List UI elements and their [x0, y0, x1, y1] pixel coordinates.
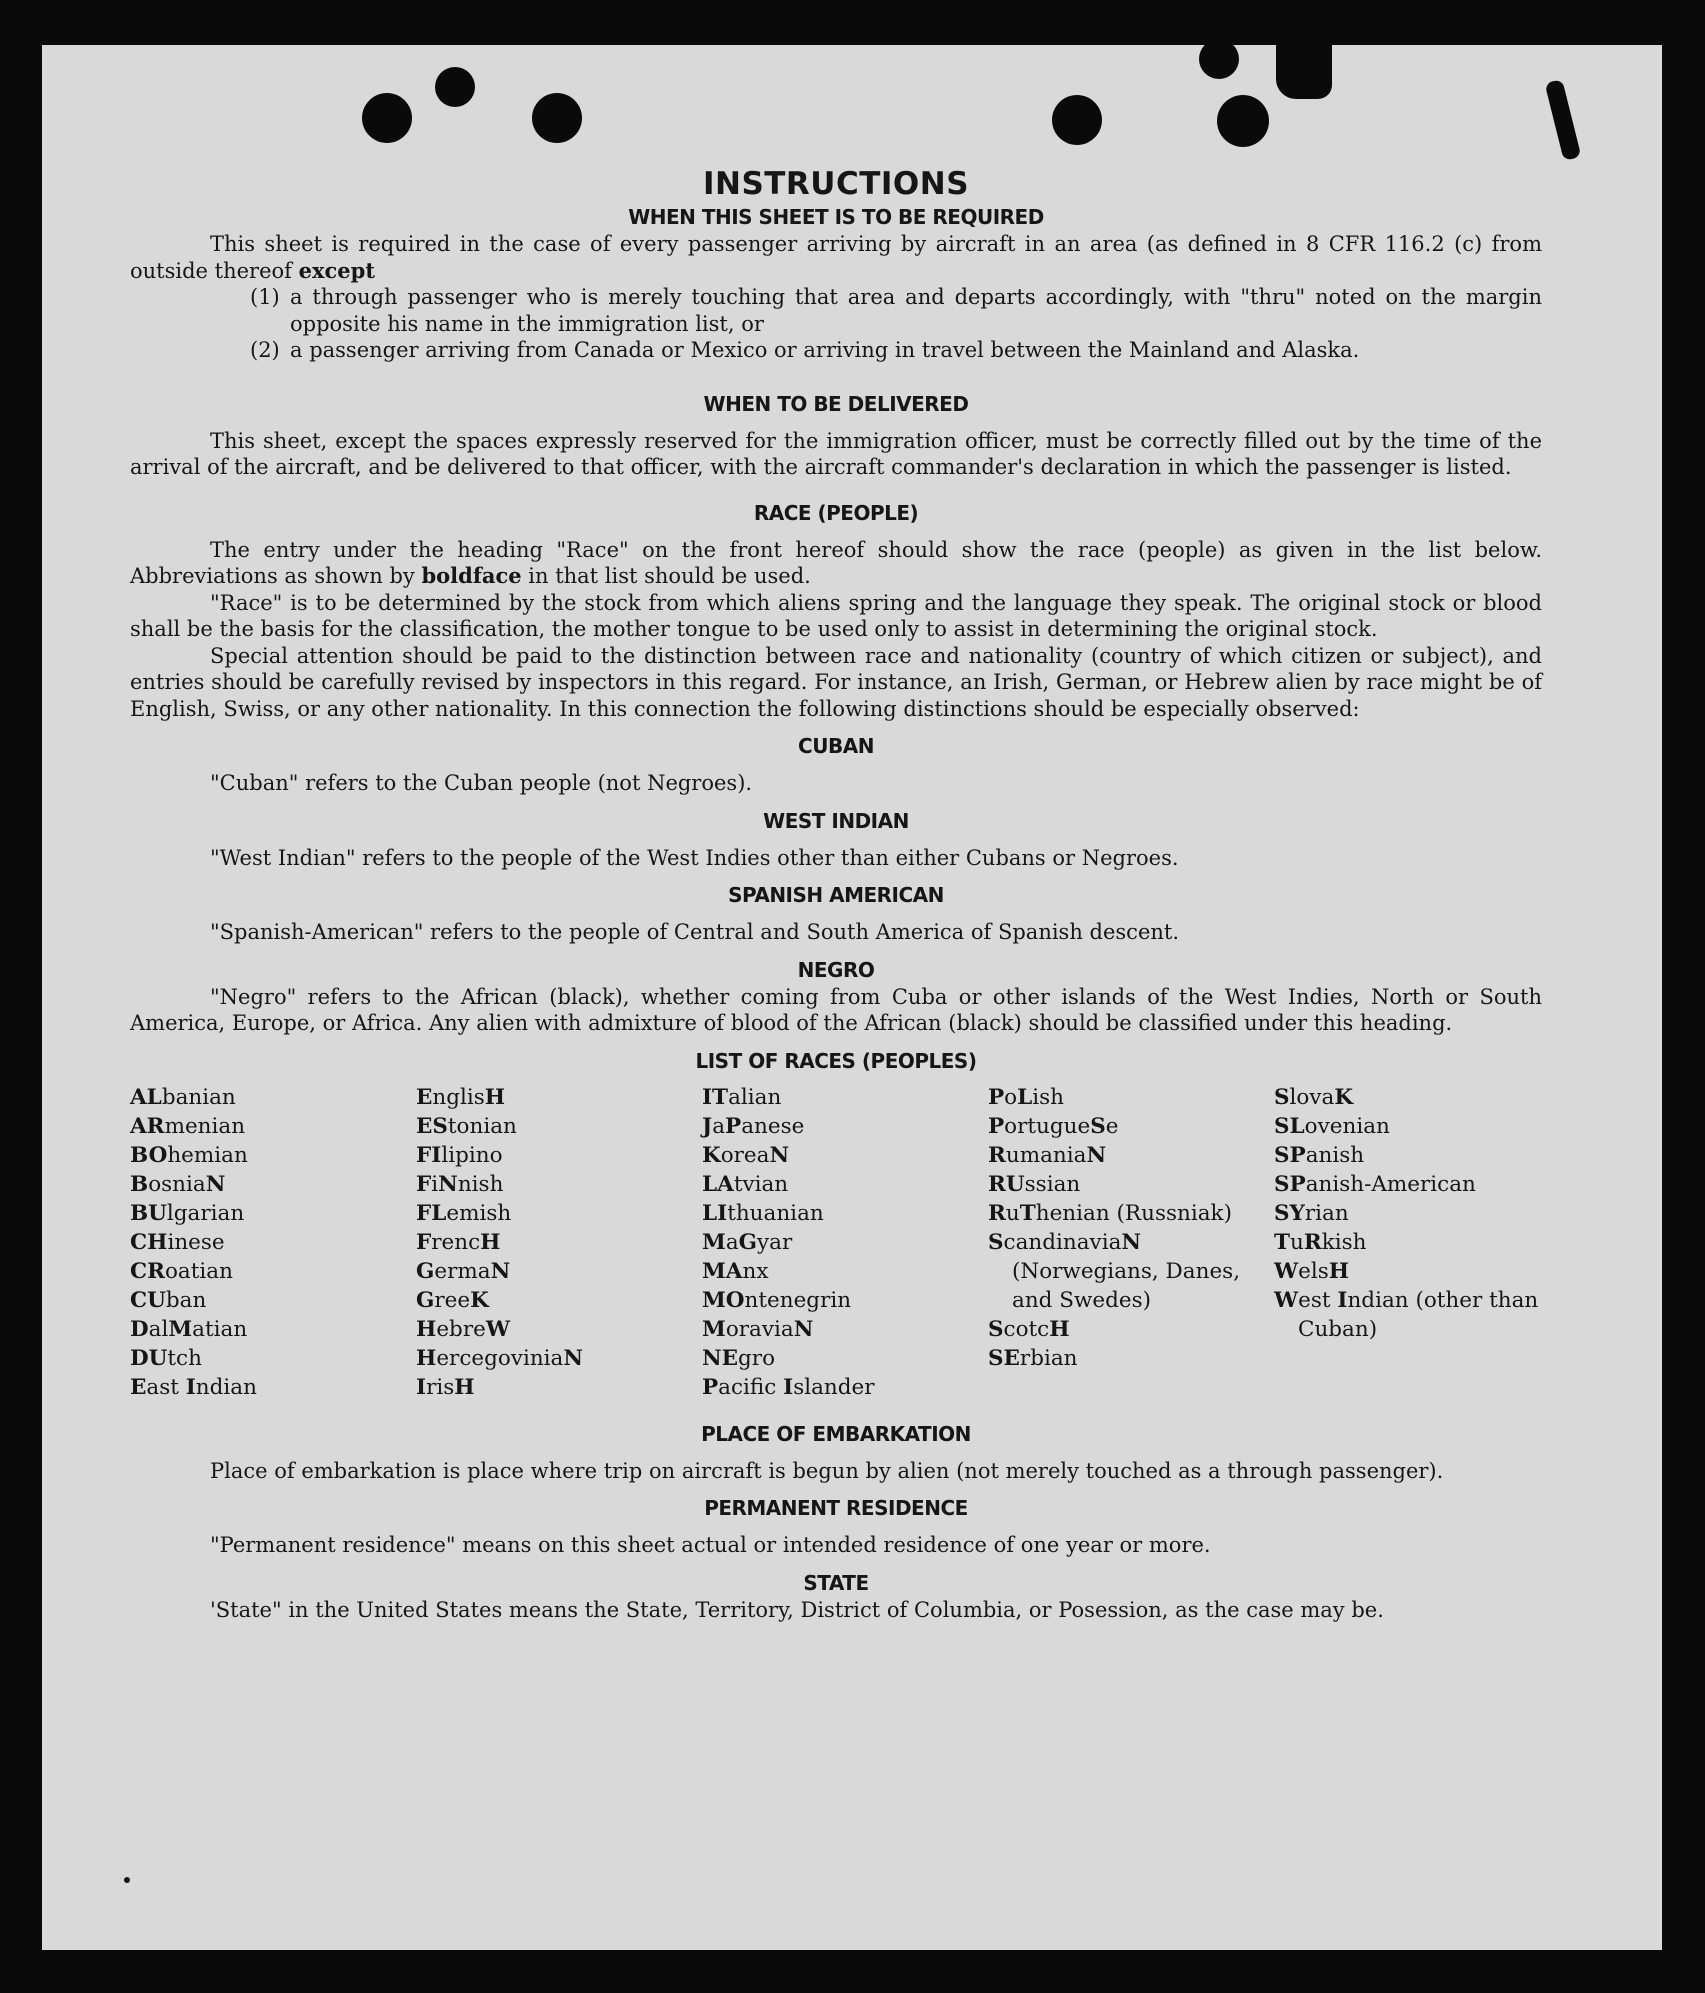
ink-mark — [1545, 79, 1582, 161]
heading-state: STATE — [803, 1570, 869, 1595]
races-column — [130, 1083, 416, 1402]
race-abbrev-letters: G — [416, 1258, 435, 1284]
race-text: ortugue — [1004, 1113, 1091, 1139]
race-text: est — [1298, 1287, 1338, 1313]
boldface-keyword: boldface — [421, 563, 522, 588]
race-abbrev-letters: M — [702, 1229, 726, 1255]
races-column — [702, 1083, 988, 1402]
race-abbrev-letters: F — [416, 1171, 432, 1197]
race-abbrev-letters: SL — [1274, 1113, 1305, 1139]
item-text: a through passenger who is merely touching that area and departs accordingly, with "thru" noted on the margin opposite his name in the immigration list, or — [290, 285, 1542, 336]
races-column — [1274, 1083, 1542, 1402]
race-text: inese — [167, 1229, 225, 1255]
race-entry — [130, 1373, 416, 1402]
race-abbrev-letters: S — [988, 1316, 1004, 1342]
race-abbrev-letters: H — [1049, 1316, 1070, 1342]
race-entry — [416, 1373, 702, 1402]
race-abbrev-letters: SP — [1274, 1142, 1306, 1168]
permanent-residence-text: "Permanent residence" means on this sheet actual or intended residence of one year or more. — [210, 1533, 1211, 1557]
race-text: tonian — [447, 1113, 517, 1139]
race-abbrev-letters: E — [416, 1084, 433, 1110]
race-entry — [702, 1373, 988, 1402]
race-entry — [702, 1141, 988, 1170]
embarkation-text: Place of embarkation is place where trip on aircraft is begun by alien (not merely touched as a through passenger). — [210, 1458, 1444, 1483]
race-text: slander — [793, 1374, 875, 1400]
race-text: els — [1298, 1258, 1329, 1284]
race-entry — [988, 1315, 1274, 1344]
race-entry — [416, 1199, 702, 1228]
race-abbrev-letters: N — [793, 1316, 814, 1342]
heading-when-delivered: WHEN TO BE DELIVERED — [703, 391, 969, 416]
state-text: 'State" in the United States means the State, Territory, District of Columbia, or Posession, as the case may be. — [210, 1597, 1384, 1622]
race-entry — [702, 1228, 988, 1257]
race-entry — [416, 1141, 702, 1170]
race-abbrev-letters: G — [416, 1287, 435, 1313]
race-text: cotc — [1003, 1316, 1050, 1342]
race-entry — [416, 1228, 702, 1257]
heading-races-list: LIST OF RACES (PEOPLES) — [695, 1048, 977, 1073]
race-abbrev-letters: F — [416, 1229, 432, 1255]
race-entry — [130, 1083, 416, 1112]
heading-permanent-residence: PERMANENT RESIDENCE — [704, 1496, 968, 1520]
punch-hole — [435, 67, 475, 107]
race-abbrev-letters: W — [1274, 1258, 1299, 1284]
race-text: tvian — [733, 1171, 789, 1197]
item-number: (2) — [250, 338, 280, 362]
race-abbrev-letters: LI — [702, 1200, 728, 1226]
race-entry — [702, 1315, 988, 1344]
race-text: i — [431, 1171, 439, 1197]
race-abbrev-letters: M — [702, 1316, 726, 1342]
race-text: lova — [1289, 1084, 1335, 1110]
race-abbrev-letters: SP — [1274, 1171, 1306, 1197]
race-text: ovenian — [1304, 1113, 1390, 1139]
race-entry — [416, 1083, 702, 1112]
race-paragraph-1 — [130, 537, 1542, 590]
race-abbrev-letters: S — [1274, 1084, 1290, 1110]
race-entry — [1274, 1286, 1542, 1344]
torn-corner — [1276, 45, 1332, 99]
heading-negro: NEGRO — [797, 957, 875, 982]
race-abbrev-letters: R — [988, 1142, 1006, 1168]
race-abbrev-letters: N — [769, 1142, 790, 1168]
race-text: lipino — [441, 1142, 503, 1168]
races-column — [988, 1083, 1274, 1402]
race-paragraph-3: Special attention should be paid to the distinction between race and nationality (country of which citizen or subject), and entries should be carefully revised by inspectors in this regard. For instance, an Irish, German, or Hebrew alien by race might be of English, Swiss, or any other nationality. In this connection the following distinctions should be especially observed: — [130, 643, 1542, 721]
race-abbrev-letters: P — [725, 1113, 742, 1139]
race-entry — [988, 1199, 1274, 1228]
race-text: emish — [446, 1200, 512, 1226]
race-abbrev-letters: AL — [130, 1084, 162, 1110]
race-abbrev-letters: I — [1337, 1287, 1348, 1313]
punch-hole — [1052, 95, 1102, 145]
race-entry — [130, 1112, 416, 1141]
race-p1-start: The entry under the heading "Race" on the front hereof should show the race (people) as given in the list below. Abbreviations as shown by — [130, 537, 1542, 588]
race-text: hemian — [167, 1142, 248, 1168]
race-text: gro — [738, 1345, 776, 1371]
west-indian-text: "West Indian" refers to the people of the West Indies other than either Cubans or Negroes. — [210, 845, 1179, 870]
race-abbrev-letters: SY — [1274, 1200, 1305, 1226]
race-entry — [988, 1141, 1274, 1170]
race-abbrev-letters: DU — [130, 1345, 168, 1371]
race-abbrev-letters: T — [1019, 1200, 1036, 1226]
race-text: ndian — [195, 1374, 257, 1400]
race-abbrev-letters: FI — [416, 1142, 442, 1168]
race-abbrev-letters: K — [702, 1142, 721, 1168]
race-entry — [130, 1199, 416, 1228]
race-abbrev-letters: H — [480, 1229, 501, 1255]
race-abbrev-letters: CH — [130, 1229, 168, 1255]
race-text: kish — [1321, 1229, 1367, 1255]
race-text: banian — [161, 1084, 236, 1110]
race-entry — [130, 1141, 416, 1170]
race-text: thuanian — [727, 1200, 824, 1226]
race-abbrev-letters: N — [1121, 1229, 1142, 1255]
race-abbrev-letters: D — [130, 1316, 149, 1342]
heading-embarkation: PLACE OF EMBARKATION — [701, 1421, 971, 1446]
race-abbrev-letters: AR — [130, 1113, 165, 1139]
race-entry — [988, 1228, 1274, 1315]
punch-hole — [1199, 45, 1239, 79]
race-entry — [1274, 1083, 1542, 1112]
race-abbrev-letters: I — [416, 1374, 427, 1400]
race-text: ebre — [436, 1316, 486, 1342]
race-abbrev-letters: I — [185, 1374, 196, 1400]
race-abbrev-letters: J — [702, 1113, 713, 1139]
race-entry — [702, 1344, 988, 1373]
spanish-american-text: "Spanish-American" refers to the people of Central and South America of Spanish descent. — [210, 920, 1180, 944]
when-required-text — [130, 231, 1542, 284]
instructions-body — [130, 165, 1542, 1623]
race-entry — [702, 1199, 988, 1228]
race-abbrev-letters: N — [563, 1345, 584, 1371]
race-entry — [130, 1315, 416, 1344]
race-abbrev-letters: P — [702, 1374, 719, 1400]
race-text: a — [725, 1229, 739, 1255]
race-text: orea — [720, 1142, 770, 1168]
race-p1-end: in that list should be used. — [521, 564, 811, 588]
race-text: candinavia — [1003, 1229, 1122, 1255]
race-entry — [1274, 1112, 1542, 1141]
races-column — [416, 1083, 702, 1402]
race-text: rian — [1304, 1200, 1349, 1226]
race-entry — [702, 1257, 988, 1286]
race-abbrev-letters: P — [988, 1084, 1005, 1110]
race-text: umania — [1005, 1142, 1087, 1168]
race-abbrev-letters: ES — [416, 1113, 448, 1139]
when-delivered-text: This sheet, except the spaces expressly reserved for the immigration officer, must be correctly filled out by the time of the arrival of the aircraft, and be delivered to that officer, with the aircraft commander's declaration in which the passenger is listed. — [130, 428, 1542, 479]
race-text: atian — [192, 1316, 248, 1342]
negro-text: "Negro" refers to the African (black), whether coming from Cuba or other islands of the West Indies, North or South America, Europe, or Africa. Any alien with admixture of blood of the African (black) should be classified under this heading. — [130, 984, 1542, 1035]
race-abbrev-letters: W — [485, 1316, 510, 1342]
race-entry — [1274, 1228, 1542, 1257]
race-text: nx — [742, 1258, 769, 1284]
race-abbrev-letters: H — [416, 1345, 437, 1371]
race-entry — [988, 1170, 1274, 1199]
race-abbrev-letters: IT — [702, 1084, 729, 1110]
race-abbrev-letters: LA — [702, 1171, 734, 1197]
race-text: nish — [457, 1171, 504, 1197]
race-entry — [1274, 1257, 1542, 1286]
race-text: acific — [718, 1374, 784, 1400]
race-text: ish — [1032, 1084, 1065, 1110]
race-text: erma — [434, 1258, 491, 1284]
heading-cuban: CUBAN — [798, 734, 874, 758]
race-text: yar — [757, 1229, 793, 1255]
race-entry — [416, 1170, 702, 1199]
race-abbrev-letters: B — [130, 1171, 149, 1197]
item-number: (1) — [250, 285, 280, 309]
race-abbrev-letters: BO — [130, 1142, 168, 1168]
race-text: u — [1005, 1200, 1020, 1226]
except-keyword: except — [298, 257, 376, 283]
race-text: (Norwegians, Danes, and Swedes) — [1012, 1258, 1241, 1313]
race-text: oravia — [725, 1316, 794, 1342]
race-text: ntenegrin — [744, 1287, 852, 1313]
race-abbrev-letters: H — [1328, 1258, 1350, 1284]
race-abbrev-letters: R — [988, 1200, 1006, 1226]
race-text: ndian (other than Cuban) — [1298, 1287, 1539, 1342]
race-text: menian — [164, 1113, 246, 1139]
document-sheet — [42, 45, 1662, 1950]
race-entry — [1274, 1170, 1542, 1199]
race-abbrev-letters: T — [1274, 1229, 1290, 1255]
exception-item — [250, 337, 1542, 364]
race-text: henian (Russniak) — [1035, 1200, 1232, 1226]
race-entry — [416, 1286, 702, 1315]
race-abbrev-letters: FL — [416, 1200, 447, 1226]
race-abbrev-letters: S — [1090, 1113, 1106, 1139]
race-text: o — [1004, 1084, 1018, 1110]
race-abbrev-letters: NE — [702, 1345, 739, 1371]
heading-spanish-american: SPANISH AMERICAN — [728, 883, 944, 907]
race-abbrev-letters: L — [1017, 1084, 1033, 1110]
race-abbrev-letters: W — [1274, 1287, 1299, 1313]
races-list — [130, 1083, 1542, 1402]
stray-mark — [124, 1877, 130, 1883]
item-text: a passenger arriving from Canada or Mexico or arriving in travel between the Mainland and Alaska. — [290, 338, 1360, 362]
race-abbrev-letters: N — [438, 1171, 458, 1197]
race-entry — [702, 1170, 988, 1199]
race-text: u — [1290, 1229, 1304, 1255]
race-text: ercegovinia — [436, 1345, 564, 1371]
race-text: tch — [167, 1345, 202, 1371]
race-text: rbian — [1019, 1345, 1078, 1371]
race-entry — [130, 1228, 416, 1257]
race-text: lgarian — [166, 1200, 245, 1226]
race-abbrev-letters: N — [490, 1258, 511, 1284]
race-entry — [988, 1112, 1274, 1141]
race-abbrev-letters: K — [1334, 1084, 1354, 1110]
race-abbrev-letters: H — [454, 1374, 475, 1400]
race-abbrev-letters: H — [416, 1316, 437, 1342]
race-abbrev-letters: N — [1086, 1142, 1107, 1168]
race-paragraph-2: "Race" is to be determined by the stock from which aliens spring and the language they speak. The original stock or blood shall be the basis for the classification, the mother tongue to be used only to assist in determining the original stock. — [130, 590, 1542, 641]
race-abbrev-letters: S — [988, 1229, 1004, 1255]
race-text: osnia — [148, 1171, 206, 1197]
race-entry — [702, 1112, 988, 1141]
race-text: a — [712, 1113, 726, 1139]
race-entry — [130, 1170, 416, 1199]
race-abbrev-letters: G — [738, 1229, 758, 1255]
punch-hole — [1217, 95, 1269, 147]
race-text: oatian — [164, 1258, 233, 1284]
race-entry — [988, 1083, 1274, 1112]
heading-west-indian: WEST INDIAN — [763, 808, 909, 833]
race-text: ree — [434, 1287, 471, 1313]
race-entry — [130, 1257, 416, 1286]
race-text: ban — [165, 1287, 207, 1313]
race-abbrev-letters: CR — [130, 1258, 165, 1284]
race-abbrev-letters: I — [783, 1374, 794, 1400]
when-required-intro: This sheet is required in the case of every passenger arriving by aircraft in an area (as defined in 8 CFR 116.2 (c) from outside thereof — [130, 232, 1542, 283]
race-text: ast — [146, 1374, 186, 1400]
race-text: anish-American — [1305, 1171, 1476, 1197]
race-abbrev-letters: E — [130, 1374, 147, 1400]
race-entry — [416, 1315, 702, 1344]
race-text: anese — [741, 1113, 805, 1139]
race-text: ssian — [1024, 1171, 1081, 1197]
race-entry — [130, 1286, 416, 1315]
race-abbrev-letters: CU — [130, 1287, 166, 1313]
race-abbrev-letters: P — [988, 1113, 1005, 1139]
race-abbrev-letters: N — [205, 1171, 226, 1197]
race-abbrev-letters: M — [168, 1316, 193, 1342]
race-entry — [702, 1083, 988, 1112]
punch-hole — [532, 93, 582, 143]
race-abbrev-letters: K — [470, 1287, 489, 1313]
race-text: e — [1105, 1113, 1119, 1139]
race-text: renc — [431, 1229, 481, 1255]
race-text: anish — [1305, 1142, 1365, 1168]
race-abbrev-letters: H — [484, 1084, 506, 1110]
race-abbrev-letters: RU — [988, 1171, 1025, 1197]
race-abbrev-letters: MA — [702, 1258, 743, 1284]
race-entry — [1274, 1141, 1542, 1170]
exception-item — [250, 284, 1542, 337]
race-abbrev-letters: MO — [702, 1287, 745, 1313]
page-title: INSTRUCTIONS — [702, 166, 970, 202]
race-entry — [416, 1257, 702, 1286]
race-entry — [988, 1344, 1274, 1373]
race-entry — [130, 1344, 416, 1373]
race-entry — [702, 1286, 988, 1315]
heading-when-required: WHEN THIS SHEET IS TO BE REQUIRED — [628, 205, 1044, 229]
race-abbrev-letters: R — [1303, 1229, 1322, 1255]
cuban-text: "Cuban" refers to the Cuban people (not Negroes). — [210, 771, 753, 795]
heading-race: RACE (PEOPLE) — [753, 500, 919, 525]
race-text: alian — [728, 1084, 782, 1110]
punch-hole — [362, 93, 412, 143]
race-text: nglis — [432, 1084, 485, 1110]
race-text: al — [148, 1316, 169, 1342]
race-abbrev-letters: SE — [988, 1345, 1020, 1371]
race-entry — [416, 1344, 702, 1373]
race-text: ris — [426, 1374, 455, 1400]
race-entry — [1274, 1199, 1542, 1228]
race-abbrev-letters: BU — [130, 1200, 167, 1226]
race-entry — [416, 1112, 702, 1141]
